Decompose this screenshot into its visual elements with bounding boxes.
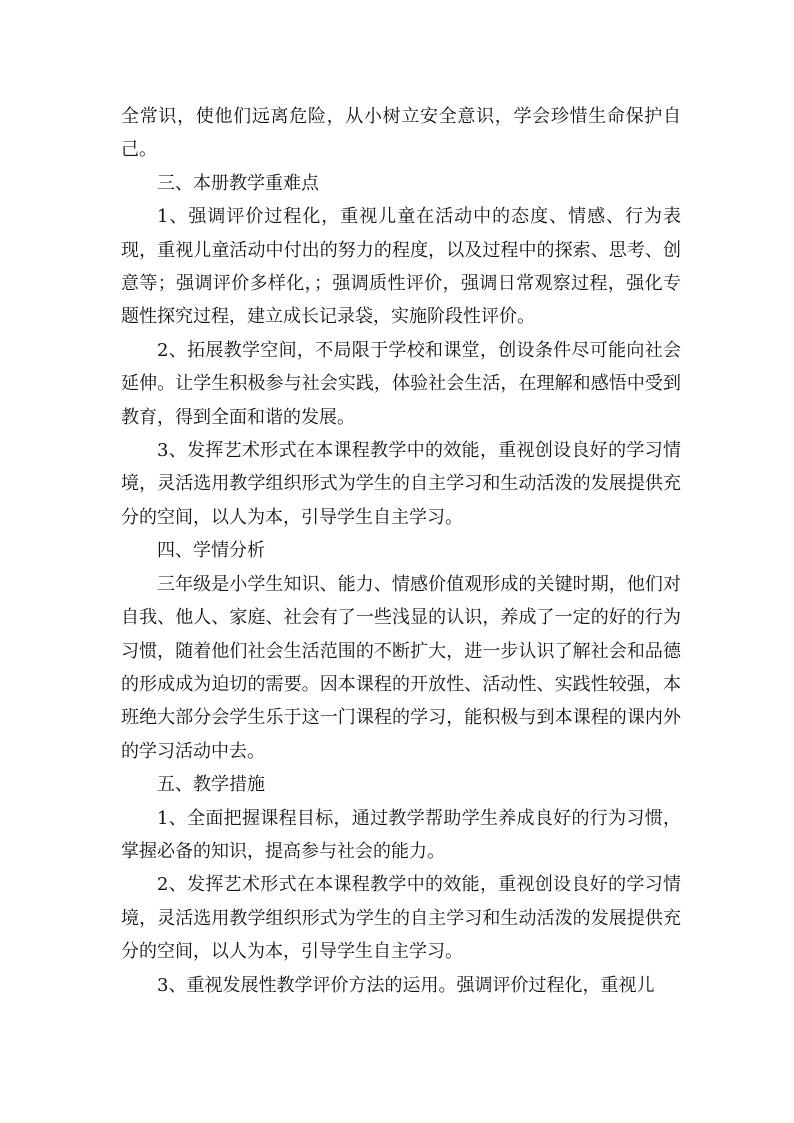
document-body [121,100,681,1002]
paragraph-measure-2: 2、发挥艺术形式在本课程教学中的效能，重视创设良好的学习情境，灵活选用教学组织形式为学生的自主学习和生动活泼的发展提供充分的空间，以人为本，引导学生自主学习。 [121,874,681,963]
section-heading-key-difficulties: 三、本册教学重难点 [157,172,319,194]
section-heading-teaching-measures: 五、教学措施 [157,774,265,796]
paragraph-measure-3: 3、重视发展性教学评价方法的运用。强调评价过程化，重视儿 [157,974,655,996]
section-heading-student-analysis: 四、学情分析 [157,540,265,562]
paragraph-difficulty-2: 2、拓展教学空间，不局限于学校和课堂，创设条件尽可能向社会延伸。让学生积极参与社会实践，体验社会生活，在理解和感悟中受到教育，得到全面和谐的发展。 [121,339,681,428]
paragraph-student-analysis: 三年级是小学生知识、能力、情感价值观形成的关键时期，他们对自我、他人、家庭、社会有了一些浅显的认识，养成了一定的好的行为习惯，随着他们社会生活范围的不断扩大，进一步认识了解社会和品德的形成成为迫切的需要。因本课程的开放性、活动性、实践性较强，本班绝大部分会学生乐于这一门课程的学习，能积极与到本课程的课内外的学习活动中去。 [121,573,681,762]
paragraph-difficulty-3: 3、发挥艺术形式在本课程教学中的效能，重视创设良好的学习情境，灵活选用教学组织形式为学生的自主学习和生动活泼的发展提供充分的空间，以人为本，引导学生自主学习。 [121,440,681,528]
paragraph-measure-1: 1、全面把握课程目标，通过教学帮助学生养成良好的行为习惯，掌握必备的知识，提高参与社会的能力。 [121,807,681,862]
paragraph-safety-continuation: 全常识，使他们远离危险，从小树立安全意识，学会珍惜生命保护自己。 [121,106,681,161]
paragraph-difficulty-1: 1、强调评价过程化，重视儿童在活动中的态度、情感、行为表现，重视儿童活动中付出的努力的程度，以及过程中的探索、思考、创意等；强调评价多样化，；强调质性评价，强调日常观察过程，强化专题性探究过程，建立成长记录袋，实施阶段性评价。 [121,206,681,328]
